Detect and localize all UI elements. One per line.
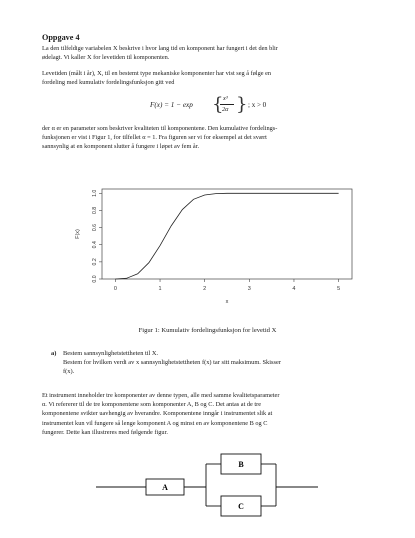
task-heading: Oppgave 4 [42,33,80,42]
formula-denominator: 2α [222,106,229,113]
x-tick-label: 1 [158,286,162,292]
right-brace-icon: } [236,94,248,115]
plot-frame [102,189,352,279]
formula-numerator: x³ [223,95,228,102]
y-tick-label: 0.0 [92,275,98,283]
left-brace-icon: { [212,94,224,115]
component-a-label: A [162,483,168,492]
x-tick-label: 3 [247,286,251,292]
instrument-line: fungerer. Dette kan illustreres med følgende figur. [42,428,168,436]
instrument-line: Et instrument inneholder tre komponenter av denne typen, alle med samme kvalitetsparameter [42,392,280,399]
x-tick-label: 4 [292,286,296,292]
x-axis-label: x [225,299,229,305]
instrument-line: komponentene svikter uavhengig av hverandre. Komponentene inngår i instrumentet slik at [42,410,273,418]
y-tick-label: 0.6 [92,223,98,232]
lifetime-line: fordeling med kumulativ fordelingsfunksjon gitt ved [42,79,175,87]
y-tick-label: 0.8 [92,206,98,215]
intro-line: La den tilfeldige variabelen X beskrive i hvor lang tid en komponent har fungert i det den blir [42,45,278,52]
x-tick-label: 2 [203,286,207,292]
instrument-line: α. Vi refererer til de tre komponentene som komponenter A, B og C. Det antas at de tre [42,401,262,409]
y-tick-label: 0.2 [92,258,98,266]
y-tick-label: 1.0 [92,189,98,197]
x-tick-label: 5 [337,286,341,292]
reliability-diagram [96,450,318,530]
instrument-line: instrumentet kun vil fungere så lenge komponent A og minst en av komponentene B og C [42,419,268,427]
formula-condition: ; x > 0 [248,101,267,109]
cdf-plot [70,185,360,313]
cdf-curve [115,193,338,279]
subquestion-line: Bestem sannsynlighetstettheten til X. [63,350,159,357]
description-line: sannsynlig at en komponent slutter å fungere i løpet av fem år. [42,143,200,151]
fraction-bar [220,104,234,105]
y-tick-label: 0.4 [92,241,98,249]
subquestion-a [51,349,381,376]
figure-caption: Figur 1: Kumulativ fordelingsfunksjon for levetid X [138,327,277,334]
description-line: der α er en parameter som beskriver kvaliteten til komponentene. Den kumulative fordelings- [42,125,278,132]
cdf-formula [0,95,415,119]
lifetime-paragraph [42,69,378,87]
cdf-figure [70,185,360,313]
component-c-label: C [238,502,244,511]
x-tick-label: 0 [113,286,117,292]
instrument-paragraph [42,391,378,437]
intro-paragraph [42,44,378,62]
subquestion-line: Bestem for hvilken verdi av x sannsynlighetstettheten f(x) tar sitt maksimum. Skisser [63,359,281,366]
intro-line: ødelagt. Vi kaller X for levetiden til komponenten. [42,54,170,62]
subquestion-label: a) [51,350,57,357]
formula-lhs: F(x) = 1 − exp [150,101,193,109]
y-axis-label: F(x) [75,229,81,239]
description-line: funksjonen er vist i Figur 1, for tilfellet α = 1. Fra figuren ser vi for eksempel at det svært [42,134,267,142]
lifetime-line: Levetiden (målt i år), X, til en bestemt type mekaniske komponenter har vist seg å følge en [42,70,272,77]
description-paragraph [42,124,378,152]
component-b-label: B [238,460,244,469]
subquestion-line: f(x). [63,368,75,375]
